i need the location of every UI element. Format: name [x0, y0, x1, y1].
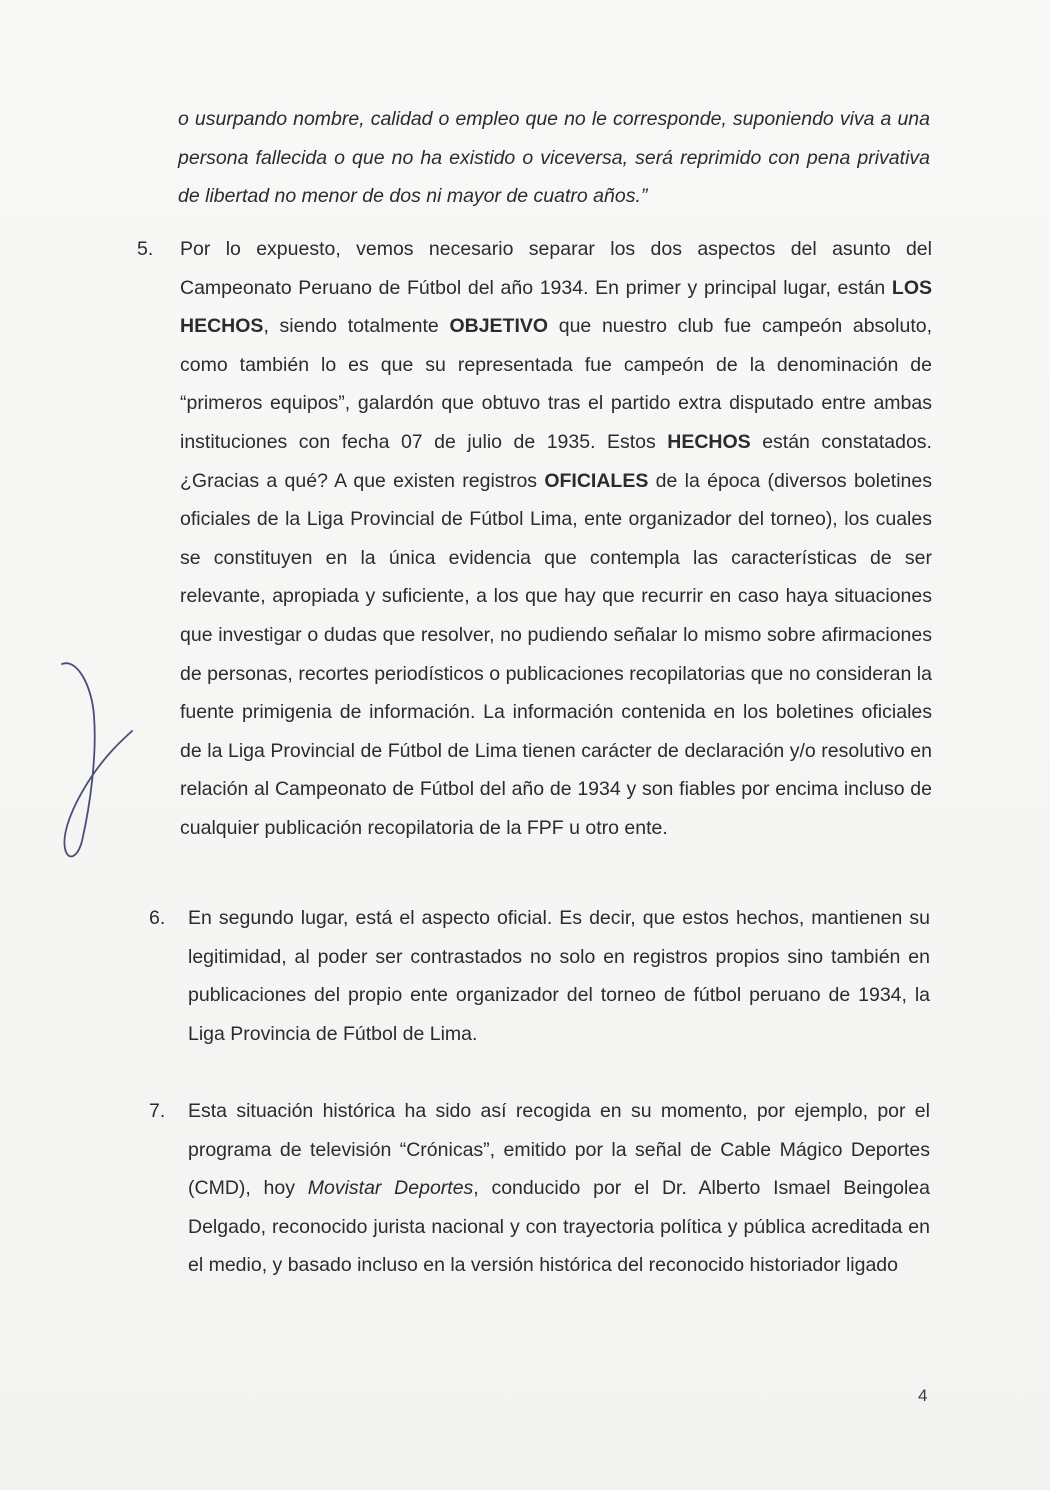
p5-text-2: , siendo totalmente [263, 315, 450, 338]
page-number: 4 [918, 1386, 928, 1405]
handwritten-signature [52, 656, 142, 866]
paragraph-number-5: 5. [137, 238, 154, 260]
paragraph-number-7: 7. [149, 1100, 166, 1122]
p5-text-5: de la época (diversos boletines oficiales de la Liga Provincial de Fútbol Lima, ente organizador del torneo), los cuales se constituyen en la única evidencia que contempla las características de ser relevante, apropiada y suficiente, a los que hay que recurrir en caso haya situaciones que investigar o dudas que resolver, no pudiendo señalar lo mismo sobre afirmaciones de personas, recortes periodísticos o publicaciones recopilatorias que no consideran la fuente primigenia de información. La información contenida en los boletines oficiales de la Liga Provincial de Fútbol de Lima tienen carácter de declaración y/o resolutivo en relación al Campeonato de Fútbol del año de 1934 y son fiables por encima incluso de cualquier publicación recopilatoria de la FPF u otro ente. [180, 469, 932, 839]
p5-text-1: Por lo expuesto, vemos necesario separar los dos aspectos del asunto del Campeonato Peruano de Fútbol del año 1934. En primer y principal lugar, están [180, 238, 932, 299]
paragraph-7 [188, 1092, 930, 1285]
p5-text-4: están constatados. ¿Gracias a qué? A que existen registros [180, 430, 932, 492]
paragraph-number-6: 6. [149, 907, 166, 929]
p7-text-2: , conducido por el Dr. Alberto Ismael Beingolea Delgado, reconocido jurista nacional y con trayectoria política y pública acreditada en el medio, y basado incluso en la versión histórica del reconocido historiador ligado [188, 1177, 930, 1277]
quoted-legal-text: o usurpando nombre, calidad o empleo que no le corresponde, suponiendo viva a una persona fallecida o que no ha existido o viceversa, será reprimido con pena privativa de libertad no menor de dos ni mayor de cuatro años.” [178, 108, 930, 208]
p7-italic-movistar: Movistar Deportes [307, 1177, 474, 1200]
p5-bold-hechos: HECHOS [667, 430, 751, 453]
p5-bold-objetivo: OBJETIVO [449, 315, 549, 338]
p7-text-1: Esta situación histórica ha sido así recogida en su momento, por ejemplo, por el programa de televisión “Crónicas”, emitido por la señal de Cable Mágico Deportes (CMD), hoy [188, 1100, 930, 1200]
p5-bold-los-hechos: LOS HECHOS [180, 276, 932, 338]
p5-bold-oficiales: OFICIALES [544, 469, 649, 492]
paragraph-6: En segundo lugar, está el aspecto oficial. Es decir, que estos hechos, mantienen su legitimidad, al poder ser contrastados no solo en registros propios sino también en publicaciones del propio ente organizador del torneo de fútbol peruano de 1934, la Liga Provincia de Fútbol de Lima. [188, 907, 930, 1045]
paragraph-5 [180, 230, 932, 848]
p5-text-3: que nuestro club fue campeón absoluto, como también lo es que su representada fue campeón de la denominación de “primeros equipos”, galardón que obtuvo tras el partido extra disputado entre ambas instituciones con fecha 07 de julio de 1935. Estos [180, 315, 932, 453]
